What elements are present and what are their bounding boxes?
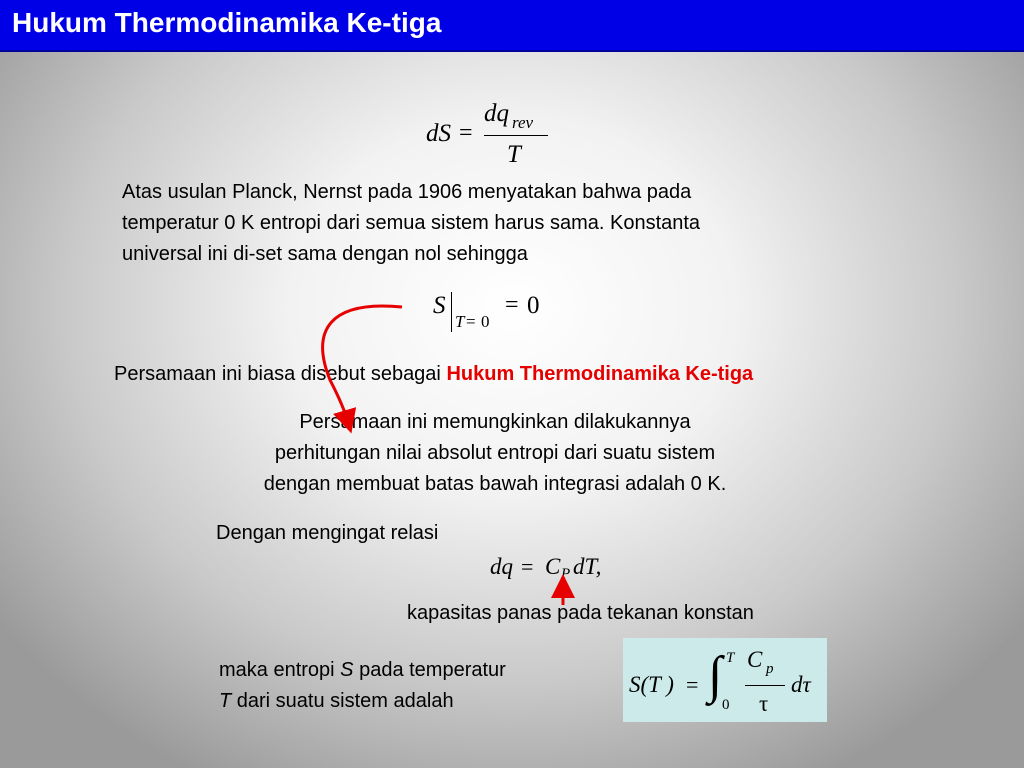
paragraph-absolute-line-2: perhitungan nilai absolut entropi dari suatu sistem (274, 442, 716, 464)
paragraph-absolute-line-3: dengan membuat batas bawah integrasi adalah 0 K. (263, 473, 727, 495)
eq2-condition-eq: = (466, 312, 476, 331)
entropy-line1-b: pada temperatur (353, 659, 506, 681)
eq4-lhs: S(T ) (629, 672, 674, 697)
statement-text: Persamaan ini biasa disebut sebagai (114, 363, 447, 385)
eq3-coef-sub: P (561, 566, 571, 582)
eq2-condition-var: T (455, 312, 465, 331)
eq4-differential: dτ (791, 672, 811, 697)
eq4-numerator-sub: p (766, 661, 774, 677)
eq3-rest: dT, (573, 554, 602, 579)
paragraph-nernst-line-1: Atas usulan Planck, Nernst pada 1906 menyatakan bahwa pada (122, 181, 692, 203)
eq3-equals: = (521, 554, 534, 579)
eq1-lhs: dS (426, 120, 451, 147)
relation-intro: Dengan mengingat relasi (216, 522, 439, 544)
entropy-line2-var: T (219, 690, 232, 712)
eq1-equals: = (459, 120, 473, 146)
eq1-subscript: rev (512, 113, 534, 132)
eq4-equals: = (686, 672, 699, 697)
eq4-lower: 0 (722, 697, 730, 713)
eq2-equals: = (505, 292, 519, 318)
paragraph-nernst-line-3: universal ini di-set sama dengan nol sehingga (122, 243, 528, 265)
curved-arrow (323, 306, 402, 422)
eq4-integral: ∫ (708, 647, 723, 704)
entropy-line1-var: S (340, 659, 354, 681)
eq4-numerator: C (747, 647, 763, 672)
entropy-line1-a: maka entropi (219, 659, 341, 681)
eq4-upper: T (726, 650, 735, 666)
entropy-line2-b: dari suatu sistem adalah (231, 690, 454, 712)
slide-title: Hukum Thermodinamika Ke-tiga (12, 7, 442, 38)
eq3-coef: C (545, 554, 561, 579)
statement-highlight: Hukum Thermodinamika Ke-tiga (446, 363, 754, 385)
eq2-rhs: 0 (527, 292, 540, 319)
eq2-condition-val: 0 (481, 312, 490, 331)
eq2-lhs: S (433, 292, 446, 319)
heat-capacity-note: kapasitas panas pada tekanan konstan (407, 602, 754, 624)
paragraph-absolute-line-1: Persamaan ini memungkinkan dilakukannya (299, 411, 691, 433)
paragraph-nernst-line-2: temperatur 0 K entropi dari semua sistem harus sama. Konstanta (122, 212, 701, 234)
eq4-denominator: τ (759, 691, 769, 716)
eq3-lhs: dq (490, 554, 513, 579)
eq1-denominator: T (507, 141, 521, 168)
eq1-numerator: dq (484, 100, 509, 127)
